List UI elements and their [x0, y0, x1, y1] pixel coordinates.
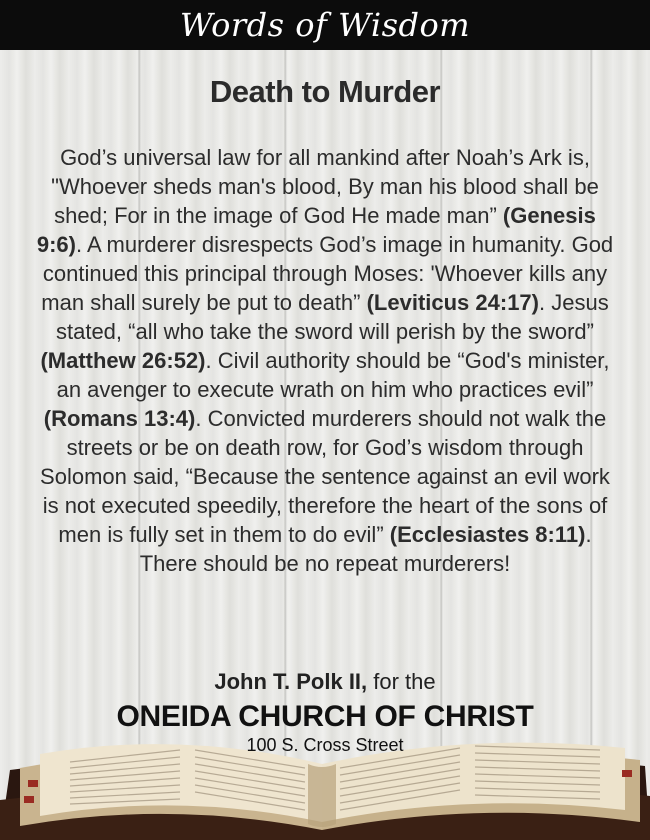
- scripture-reference: (Romans 13:4): [43, 406, 196, 431]
- church-name: ONEIDA CHURCH OF CHRIST: [116, 700, 534, 733]
- body-segment: . Jesus stated, “all who take the sword will perish by the sword”: [55, 290, 609, 344]
- header-banner: [0, 0, 650, 50]
- banner-title: Words of Wisdom: [179, 6, 471, 44]
- church-address: 100 S. Cross Street: [246, 735, 404, 755]
- body-segment: . Civil authority should be “God's minister, an avenger to execute wrath on him who practices evil”: [56, 348, 610, 402]
- author-suffix: for the: [367, 669, 436, 694]
- body-segment: . There should be no repeat murderers!: [139, 522, 592, 576]
- scripture-reference: (Matthew 26:52): [40, 348, 206, 373]
- body-segment: . Convicted murderers should not walk the streets or be on death row, for God’s wisdom through Solomon said, “Because the sentence against an evil work is not executed speedily, therefore the heart of the sons of men is fully set in them to do evil”: [40, 406, 610, 547]
- article-body: [30, 143, 620, 578]
- body-segment: . A murderer disrespects God’s image in humanity. God continued this principal through Moses: 'Whoever kills any man shall surely be put to death”: [41, 232, 614, 315]
- scripture-reference: (Leviticus 24:17): [366, 290, 539, 315]
- author-name: John T. Polk II,: [214, 669, 368, 694]
- scripture-reference: (Genesis 9:6): [36, 203, 596, 257]
- author-line: [0, 669, 650, 695]
- scripture-reference: (Ecclesiastes 8:11): [389, 522, 586, 547]
- article-title: Death to Murder: [209, 74, 441, 109]
- body-segment: God’s universal law for all mankind after Noah’s Ark is, "Whoever sheds man's blood, By man his blood shall be shed; For in the image of God He made man”: [51, 145, 599, 228]
